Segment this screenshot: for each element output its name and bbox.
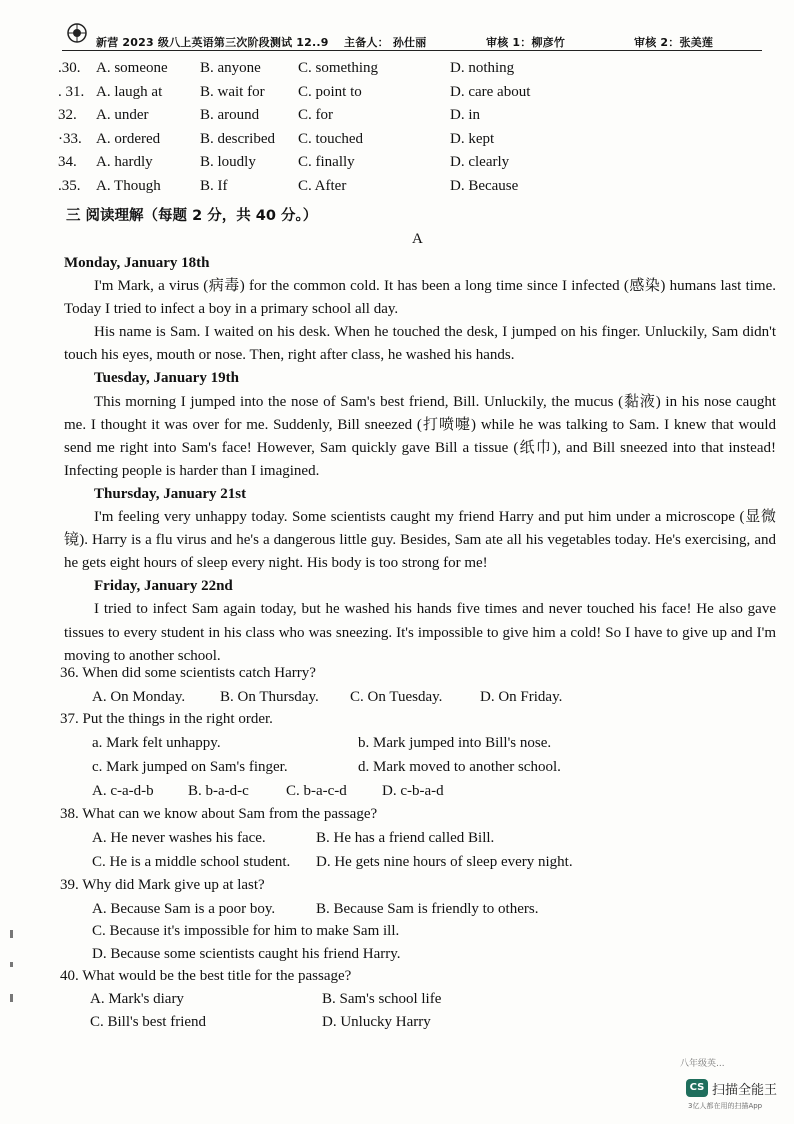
option-row (58, 154, 658, 178)
option-d: D. On Friday. (480, 689, 563, 705)
reading-passage (64, 252, 776, 668)
question-number: .30. (58, 60, 81, 76)
option-a: A. Mark's diary (90, 991, 184, 1007)
paragraph: I'm Mark, a virus (病毒) for the common cold. It has been a long time since I infected (感染) humans last time. Today I tried to infect a boy in a primary school all day. (64, 278, 776, 318)
option-a: A. On Monday. (92, 689, 186, 705)
page-header (62, 28, 762, 51)
question-number: . 31. (58, 83, 85, 100)
option-c: C. Because it's impossible for him to make Sam ill. (92, 923, 400, 939)
cloze-options (58, 60, 658, 201)
option-d: D. Unlucky Harry (322, 1014, 431, 1030)
scanner-watermark: 扫描全能王 (712, 1083, 778, 1098)
option-d: D. in (450, 107, 480, 123)
event-d: d. Mark moved to another school. (358, 759, 561, 775)
question-number: 34. (58, 154, 77, 170)
scanner-tagline: 3亿人都在用的扫描App (688, 1102, 763, 1110)
option-b: B. around (200, 107, 260, 123)
scan-margin-mark (10, 930, 13, 938)
option-b: B. b-a-d-c (188, 783, 249, 799)
page-hint: 八年级英... (680, 1059, 725, 1069)
option-b: B. wait for (200, 83, 265, 100)
option-c: C. point to (298, 83, 362, 100)
question-number: 32. (58, 107, 77, 123)
option-d: D. nothing (450, 60, 515, 76)
option-a: A. ordered (96, 130, 161, 147)
option-d: D. Because some scientists caught his friend Harry. (92, 946, 401, 962)
preparer: 主备人： 孙仕丽 (344, 36, 427, 49)
paragraph: I'm feeling very unhappy today. Some scientists caught my friend Harry and put him under a microscope (显微镜). Harry is a flu virus and he's a dangerous little guy. Besides, Sam ate all his vegetables today. He's exercising, and he gets eight hours of sleep every night. His body is too strong for me! (64, 509, 776, 572)
option-row (58, 178, 658, 202)
question-stem: 36. When did some scientists catch Harry? (60, 665, 316, 681)
paragraph: I tried to infect Sam again today, but he washed his hands five times and never touched his face! He also gave tissues to every student in his class who was sneezing. It's impossible to give him a cold! So I have to give up and I'm moving to another school. (64, 601, 776, 664)
option-d: D. Because (450, 177, 519, 194)
section-title: 三 阅读理解（每题 2 分，共 40 分。） (66, 208, 318, 224)
option-row (58, 84, 658, 108)
diary-date: Monday, January 18th (64, 255, 210, 271)
paragraph: His name is Sam. I waited on his desk. When he touched the desk, I jumped on his finger. Unluckily, Sam didn't touch his eyes, mouth or nose. Then, right after class, he washed his hands. (64, 324, 776, 364)
option-a: A. Because Sam is a poor boy. (92, 901, 276, 917)
question-stem: 37. Put the things in the right order. (60, 711, 273, 727)
diary-date: Thursday, January 21st (94, 485, 247, 502)
diary-date: Friday, January 22nd (94, 578, 233, 595)
option-row (58, 107, 658, 131)
scan-margin-mark (10, 962, 13, 967)
option-c: C. finally (298, 154, 355, 170)
question-number: ·33. (58, 130, 82, 147)
option-b: B. anyone (200, 60, 261, 76)
camscanner-logo-icon: CS (686, 1079, 708, 1097)
option-c: C. b-a-c-d (286, 783, 347, 799)
option-c: C. something (298, 60, 379, 76)
event-c: c. Mark jumped on Sam's finger. (92, 759, 288, 775)
option-d: D. care about (450, 83, 531, 100)
question-stem: 39. Why did Mark give up at last? (60, 877, 265, 893)
option-b: B. described (200, 130, 275, 147)
option-d: D. c-b-a-d (382, 783, 444, 799)
option-c: C. On Tuesday. (350, 689, 443, 705)
diary-date: Tuesday, January 19th (94, 370, 239, 387)
option-a: A. c-a-d-b (92, 783, 154, 799)
option-a: A. under (96, 107, 149, 123)
option-c: C. for (298, 107, 333, 123)
option-d: D. clearly (450, 154, 510, 170)
school-logo-icon (66, 22, 88, 44)
option-row (58, 60, 658, 84)
option-c: C. Bill's best friend (90, 1014, 207, 1030)
option-c: C. He is a middle school student. (92, 854, 291, 870)
option-c: C. After (298, 177, 347, 194)
option-row (58, 131, 658, 155)
option-b: B. loudly (200, 154, 256, 170)
option-a: A. someone (96, 60, 168, 76)
reviewer-2: 审核 2：张美莲 (634, 36, 714, 49)
option-b: B. If (200, 177, 228, 194)
event-a: a. Mark felt unhappy. (92, 735, 221, 751)
option-b: B. Because Sam is friendly to others. (316, 901, 539, 917)
paragraph: This morning I jumped into the nose of Sam's best friend, Bill. Unluckily, the mucus (黏液) in his nose caught me. I thought it was over for me. Suddenly, Bill sneezed (打喷嚏) while he was talking to Sam. I knew that would send me right into Sam's face! However, Sam quickly gave Bill a tissue (纸巾), and Bill sneezed into that instead! Infecting people is harder than I imagined. (64, 393, 776, 479)
reviewer-1: 审核 1：柳彦竹 (486, 36, 566, 49)
scan-margin-mark (10, 994, 13, 1002)
question-stem: 40. What would be the best title for the passage? (60, 968, 352, 984)
option-a: A. laugh at (96, 83, 163, 100)
option-d: D. kept (450, 130, 495, 147)
exam-title: 新营 2023 级八上英语第三次阶段测试 12..9 (96, 36, 329, 49)
option-a: A. He never washes his face. (92, 830, 266, 846)
option-b: B. Sam's school life (322, 991, 442, 1007)
option-c: C. touched (298, 130, 363, 147)
option-a: A. hardly (96, 154, 153, 170)
question-stem: 38. What can we know about Sam from the passage? (60, 806, 378, 822)
option-d: D. He gets nine hours of sleep every night. (316, 854, 573, 870)
option-a: A. Though (96, 177, 161, 194)
option-b: B. He has a friend called Bill. (316, 830, 495, 846)
option-b: B. On Thursday. (220, 689, 319, 705)
question-number: .35. (58, 177, 81, 194)
passage-letter: A (412, 231, 423, 247)
event-b: b. Mark jumped into Bill's nose. (358, 735, 552, 751)
